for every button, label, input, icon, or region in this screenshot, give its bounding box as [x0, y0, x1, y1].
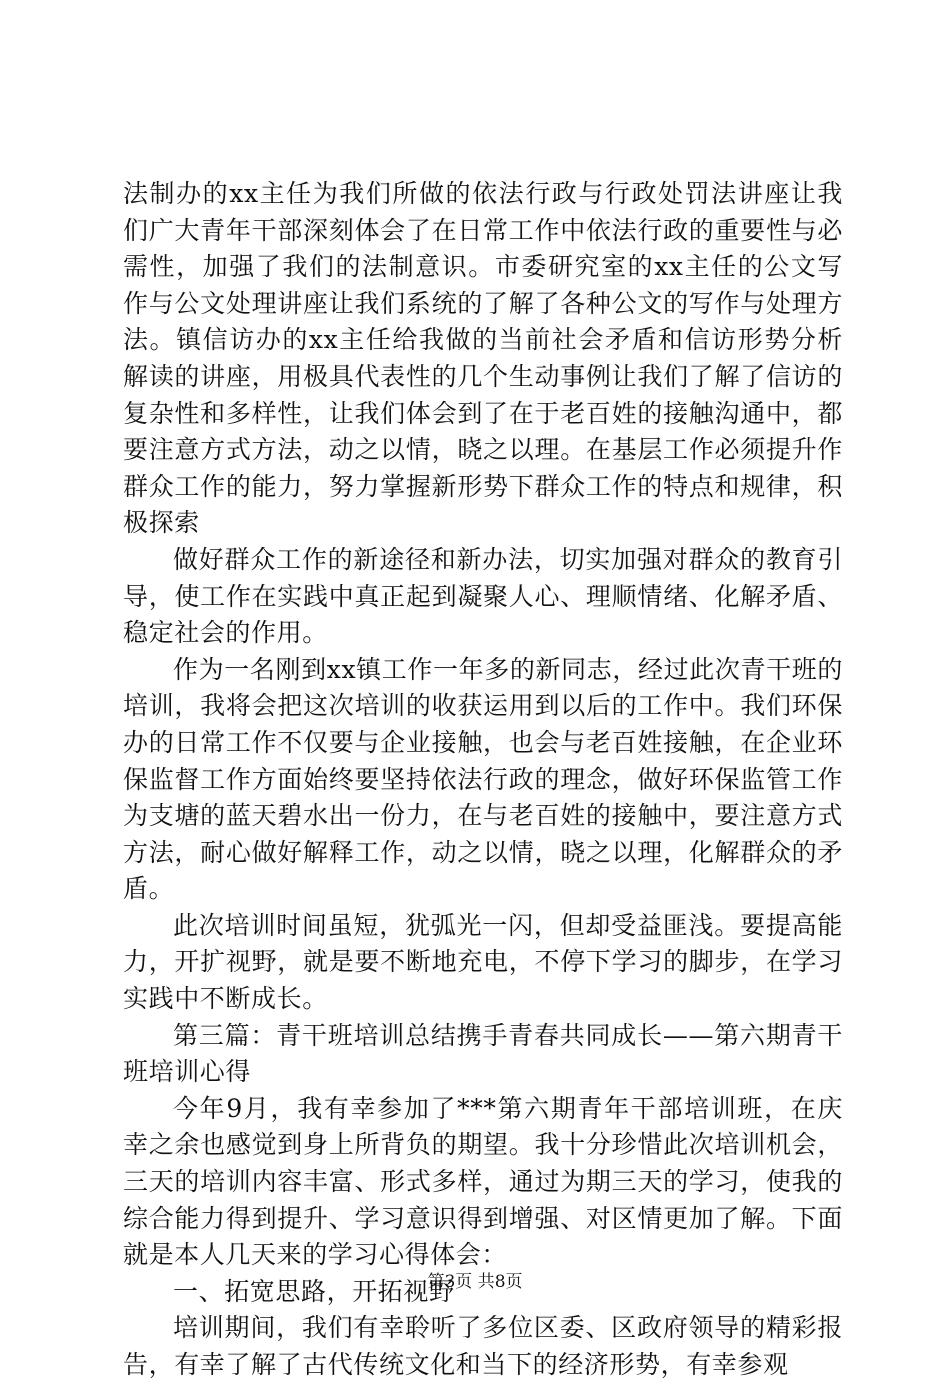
paragraph-2: 做好群众工作的新途径和新办法，切实加强对群众的教育引导，使工作在实践中真正起到凝聚人心、理顺情绪、化解矛盾、稳定社会的作用。 — [123, 544, 843, 648]
paragraph-5: 今年9月，我有幸参加了***第六期青年干部培训班，在庆幸之余也感觉到身上所背负的期望。我十分珍惜此次培训机会，三天的培训内容丰富、形式多样，通过为期三天的学习，使我的综合能力得到提升、学习意识得到增强、对区情更加了解。下面就是本人几天来的学习心得体会： — [123, 1093, 843, 1270]
paragraph-1: 法制办的xx主任为我们所做的依法行政与行政处罚法讲座让我们广大青年干部深刻体会了在日常工作中依法行政的重要性与必需性，加强了我们的法制意识。市委研究室的xx主任的公文写作与公文处理讲座让我们系统的了解了各种公文的写作与处理方法。镇信访办的xx主任给我做的当前社会矛盾和信访形势分析解读的讲座，用极具代表性的几个生动事例让我们了解了信访的复杂性和多样性，让我们体会到了在于老百姓的接触沟通中，都要注意方式方法，动之以情，晓之以理。在基层工作必须提升作群众工作的能力，努力掌握新形势下群众工作的特点和规律，积极探索 — [123, 179, 843, 538]
paragraph-4: 此次培训时间虽短，犹弧光一闪，但却受益匪浅。要提高能力，开扩视野，就是要不断地充电，不停下学习的脚步，在学习实践中不断成长。 — [123, 910, 843, 1014]
subsection-heading: 一、拓宽思路，开拓视野 — [173, 1276, 455, 1306]
paragraph-3: 作为一名刚到xx镇工作一年多的新同志，经过此次青干班的培训，我将会把这次培训的收获运用到以后的工作中。我们环保办的日常工作不仅要与企业接触，也会与老百姓接触，在企业环保监督工作方面始终要坚持依法行政的理念，做好环保监管工作为支塘的蓝天碧水出一份力，在与老百姓的接触中，要注意方式方法，耐心做好解释工作，动之以情，晓之以理，化解群众的矛盾。 — [123, 654, 843, 904]
document-body — [123, 176, 843, 1384]
page-number-footer: 第3页 共8页 — [427, 1272, 523, 1292]
paragraph-6: 培训期间，我们有幸聆听了多位区委、区政府领导的精彩报告，有幸了解了古代传统文化和当下的经济形势，有幸参观 — [123, 1313, 843, 1379]
section-heading: 第三篇：青干班培训总结携手青春共同成长——第六期青干班培训心得 — [123, 1020, 843, 1087]
